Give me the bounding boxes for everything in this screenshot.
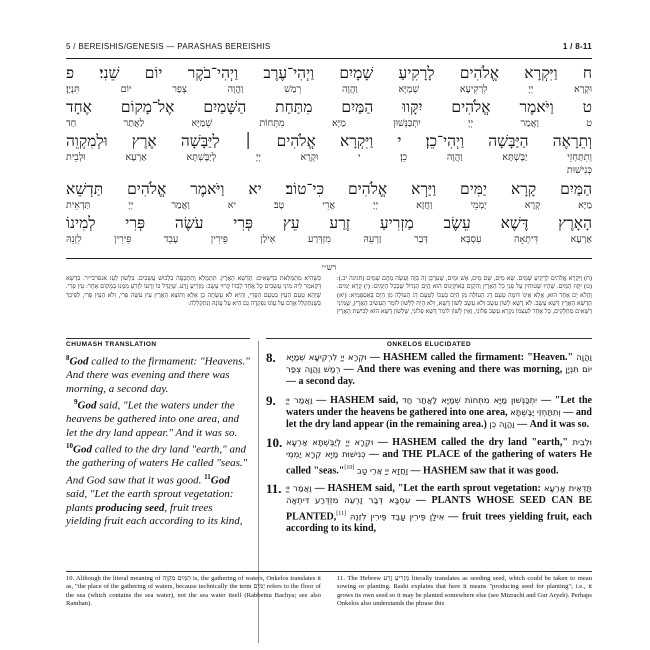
chumash-heading: CHUMASH TRANSLATION xyxy=(66,341,157,348)
verse-10-text: וְתֵרָאֶה הַיַּבָּשָׁה וַיְהִי־כֵן׃ י וַיִּקְרָא אֱלֹהִים ׀ לַיַּבָּשָׁה אֶרֶץ וּלְמִקְוֵה xyxy=(66,133,592,150)
onkelos-v10 xyxy=(266,437,592,477)
rashi-text: (ח) וַיִּקְרָא אֱלֹהִים לָרָקִיעַ שָׁמַיִם. שָׂא מַיִם, שָׁם מַיִם, אֵשׁ וּמַיִם, שֶׁעֵרְבָן זֶה בָּזֶה וְעָשָׂה מֵהֶם שָׁמַיִם (חגיגה יב.): (ט) יִקָּווּ הַמַּיִם. שֶׁהָיוּ שְׁטוּחִין עַל פְּנֵי כָל הָאָרֶץ וְהִקְוָם בְּאוֹקְיָנוֹס הוּא הַיָּם הַגָּדוֹל שֶׁבְּכָל הַיַּמִּים: (י) קָרָא יַמִּים. וַהֲלֹא יָם אֶחָד הוּא, אֶלָּא אֵינוֹ דּוֹמֶה טַעַם דָּג הָעוֹלֶה מִן הַיָּם בְּעַכּוֹ לְטַעַם דָּג הָעוֹלֶה מִן הַיָּם בְּאַסְפַּמְיָא: (יא) תַּדְשֵׁא הָאָרֶץ דֶּשֶׁא עֵשֶׂב. לֹא דֶשֶׁא לְשׁוֹן עֵשֶׂב וְלֹא עֵשֶׂב לְשׁוֹן דֶּשֶׁא, וְלֹא הָיָה לַלָּשׁוֹן לוֹמַר תַּעְשִׂיב הָאָרֶץ, שֶׁמִּינֵי דְשָׁאִים מְחֻלָּקִים, כָּל אֶחָד לְעַצְמוֹ נִקְרָא עֵשֶׂב פְּלוֹנִי, וְאֵין לָשׁוֹן לוֹמַר דֶּשֶׁא פְלוֹנִי, שֶׁלְּשׁוֹן דֶּשֶׁא הוּא לְבִישַׁת הָאָרֶץ כְּשֶׁהִיא מִתְמַלֵּאת בִּדְשָׁאִים: תַּדְשֵׁא הָאָרֶץ. תִּתְמַלֵּא וְתִתְכַּסֶּה בִּלְבוּשׁ עֲשָׂבִים. בִּלְשׁוֹן לַעַז אנפרבי״ר. בִּדְשָׁא דְּקָאמַר לֵיהּ מִינֵי עֲשָׂבִים כָּל אֶחָד לְבַדּוֹ קָרוּי עֵשֶׂב: מַזְרִיעַ זֶרַע. שֶׁיְּגַדֵּל בּוֹ זַרְעוֹ לִזְרֹעַ מִמֶּנּוּ בְּמָקוֹם אַחֵר: עֵץ פְּרִי. שֶׁיְּהֵא טַעַם הָעֵץ כְּטַעַם הַפְּרִי, וְהִיא לֹא עָשְׂתָה כֵן אֶלָּא וַתּוֹצֵא הָאָרֶץ עֵץ עֹשֶׂה פְּרִי, וְלֹא הָעֵץ פְּרִי, לְפִיכָךְ כְּשֶׁנִּתְקַלֵּל אָדָם עַל עֲוֹנוֹ נִפְקְדָה גַם הִיא עַל עֲוֹנָהּ וְנִתְקַלְּלָה: xyxy=(66,275,592,316)
v9-english-3: — and let the dry land appear (in the remaining area.) xyxy=(286,406,592,431)
v10-footnote-ref[interactable]: [10] xyxy=(344,464,355,471)
v9-lead: God xyxy=(77,399,97,412)
translation-v9-11 xyxy=(66,396,250,528)
verse-10b-targum: מַיָּא קְרָא יַמְמֵי וַחֲזָא יְיָ אֲרֵי טָב׃ יא וַאֲמַר יְיָ תַּדְאֵית xyxy=(66,201,592,211)
v9-aramaic-3: וְתִתַּחְזֵי יַבֶּשְׁתָּא xyxy=(510,407,561,418)
v9-english-4: — And it was so. xyxy=(514,419,590,431)
onkelos-v8-text xyxy=(286,352,592,389)
onkelos-v8 xyxy=(266,352,592,389)
verse-10b-block xyxy=(66,180,592,213)
v8-english-3: — a second day. xyxy=(286,376,355,388)
v9-english-1: — HASHEM said, xyxy=(312,394,403,406)
onkelos-v8-number: 8. xyxy=(266,350,276,365)
rashi-rule xyxy=(66,258,592,259)
verse-11-targum: אַרְעָא דִּיתְאָה עִסְבָּא דְּבַר זַרְעֵהּ מִזְדְּרַע אִילַן פֵּירִין עָבֵד פֵּירִין לִזְנֵהּ xyxy=(66,235,592,245)
v11-aramaic-2: תַּדְאֵית אַרְעָא דִּיתְאָה xyxy=(286,484,592,507)
v11-body: said, "Let the earth sprout vegetation: plants xyxy=(66,488,234,514)
v11-english-1: — HASHEM said, "Let the earth sprout vegetation: xyxy=(311,483,544,495)
v9-aramaic-1: וַאֲמַר יְיָ xyxy=(286,395,313,406)
footnotes xyxy=(66,575,592,647)
v9-aramaic-4: וַהֲוָה כֵן xyxy=(489,420,515,431)
v10-english-3: — HASHEM saw that it was good. xyxy=(408,464,559,476)
v11-emph: producing seed xyxy=(95,501,165,514)
v10-body: called to the dry land "earth," and the gathering of waters He called "seas." And God saw that it was good. xyxy=(66,443,248,487)
footnote-11: 11. The Hebrew מַזְרִיעַ זֶרַע literally translates as seeding seed, which could be taken to mean sowing or planting. Rashi explains that here it means "producing seed for planting"; i.e., it grows its own seed so it may be planted somewhere else (see Mizrachi and Gur Aryeh). Perhaps Onkelos also understands the phrase this xyxy=(337,575,592,608)
v11-lead: God xyxy=(210,474,230,487)
v10-lead: God xyxy=(73,443,92,456)
header-rule xyxy=(66,58,592,59)
onkelos-v10-text xyxy=(286,437,592,477)
v10-english-2: — and THE PLACE of the gathering of waters He called "seas." xyxy=(286,449,592,476)
onkelos-v9 xyxy=(266,392,592,432)
v8-lead: God xyxy=(69,355,89,368)
verse-9-targum: ט וַאֲמַר יְיָ יִתְכַּנְּשׁוּן מַיָּא מִתְּחוֹת שְׁמַיָּא לַאֲתַר חַד xyxy=(66,119,592,129)
verse-9-block xyxy=(66,98,592,131)
rashi-commentary xyxy=(66,275,592,333)
v10-aramaic-3: וַחֲזָא יְיָ אֲרֵי טָב xyxy=(356,465,409,476)
footnote-10: 10. Although the literal meaning of הַמַּיִם מִקְוֵה is, the gathering of waters, Onkelos translates it as, "the place of the gathering of waters, because technically the term יַמִּים refers to the floor of the sea (which contains the sea water), not the sea water itself (Rabbeinu Bachya; see also Ramban). xyxy=(66,575,321,608)
verse-9-text: ט וַיֹּאמֶר אֱלֹהִים יִקָּווּ הַמַּיִם מִתַּחַת הַשָּׁמַיִם אֶל־מָקוֹם אֶחָד xyxy=(66,99,592,116)
verse-8-block xyxy=(66,64,592,97)
translation-rule xyxy=(66,338,250,339)
v8-aramaic-1: וּקְרָא יְיָ לִרְקִיעָא שְׁמַיָּא xyxy=(286,353,367,363)
onkelos-heading: ONKELOS ELUCIDATED xyxy=(386,341,472,348)
v10-english-1: — HASHEM called the dry land "earth," xyxy=(373,437,573,449)
v11-aramaic-3: עִסְבָּא דְּבַר זַרְעֵהּ מִזְדְּרַע xyxy=(314,496,411,507)
onkelos-v11 xyxy=(266,483,592,535)
v11-tail: , fruit trees yielding fruit each according to its kind, xyxy=(66,501,243,528)
v11-aramaic-4: אִילַן פֵּירִין עָבֵד פֵּירִין לִזְנֵהּ xyxy=(349,511,445,522)
onkelos-v11-text xyxy=(286,483,592,535)
v8-aramaic-2: וַהֲוָה רְמַשׁ וַהֲוָה צְפַר xyxy=(286,353,592,376)
v9-english-2: — "Let the waters under the heavens be gathered into one area, xyxy=(286,394,592,418)
notes-rule xyxy=(66,571,592,572)
onkelos-rule xyxy=(266,338,592,339)
onkelos-elucidated xyxy=(266,352,592,541)
verse-10-block xyxy=(66,132,592,178)
running-header xyxy=(66,40,592,56)
v9-number: 9 xyxy=(74,398,78,407)
v11-aramaic-1: וַאֲמַר יְיָ xyxy=(286,484,312,495)
verse-11-text: הָאָרֶץ דֶּשֶׁא עֵשֶׂב מַזְרִיעַ זֶרַע עֵץ פְּרִי עֹשֶׂה פְּרִי לְמִינוֹ xyxy=(66,215,592,232)
v8-english-2: — And there was evening and there was morning, xyxy=(340,364,566,376)
onkelos-v9-text xyxy=(286,395,592,432)
onkelos-v10-number: 10. xyxy=(266,435,283,451)
v8-english-1: — HASHEM called the firmament: "Heaven." xyxy=(366,352,577,363)
v11-english-4: — fruit trees yielding fruit, each according to its kind, xyxy=(286,510,592,535)
v10-aramaic-1: וּקְרָא יְיָ לְיַבֶּשְׁתָּא אַרְעָא xyxy=(286,438,374,449)
v9-aramaic-2: יִתְכַּנְּשׁוּן מַיָּא מִתְּחוֹת שְׁמַיָּא לַאֲתַר חַד xyxy=(402,395,538,406)
v8-number: 8 xyxy=(66,354,70,362)
page xyxy=(66,0,592,650)
verse-10b-text: הַמַּיִם קָרָא יַמִּים וַיַּרְא אֱלֹהִים כִּי־טוֹב׃ יא וַיֹּאמֶר אֱלֹהִים תַּדְשֵׁא xyxy=(66,181,592,198)
verse-8-text: ח וַיִּקְרָא אֱלֹהִים לָרָקִיעַ שָׁמָיִם וַיְהִי־עֶרֶב וַיְהִי־בֹקֶר יוֹם שֵׁנִי׃ פ xyxy=(66,65,592,82)
onkelos-v11-number: 11. xyxy=(266,481,282,497)
v11-footnote-ref[interactable]: [11] xyxy=(336,510,347,517)
verse-11-block xyxy=(66,214,592,247)
v8-aramaic-3: יוֹם תִּנְיָן xyxy=(565,365,593,376)
v11-english-3: — PLANTS WHOSE SEED CAN BE PLANTED, xyxy=(286,495,592,522)
verse-8-targum: וּקְרָא יְיָ לִרְקִיעָא שְׁמַיָּא וַהֲוָה רְמַשׁ וַהֲוָה צְפַר יוֹם תִּנְיָן׃ xyxy=(66,85,592,95)
v9-body: said, "Let the waters under the heavens be gathered into one area, and let the dry land appear." And it was so. xyxy=(66,399,240,439)
rashi-title: רש״י xyxy=(321,263,337,272)
verse-10-targum: וְתִתַּחְזֵי יַבֶּשְׁתָּא וַהֲוָה כֵן׃ י וּקְרָא יְיָ לְיַבֶּשְׁתָּא אַרְעָא וּלְבֵית xyxy=(66,153,592,163)
v8-body: called to the firmament: "Heavens." And there was evening and there was morning, a second day. xyxy=(66,355,250,395)
translation-v8 xyxy=(66,352,250,396)
v10-aramaic-2: וּלְבֵית כְּנִישׁוּת מַיָּא קְרָא יַמְמֵי xyxy=(286,438,592,461)
chumash-translation xyxy=(66,352,250,529)
v10-number: 10 xyxy=(66,442,73,451)
header-right: 1 / 8-11 xyxy=(562,42,592,51)
v11-number: 11 xyxy=(204,472,211,481)
onkelos-v9-number: 9. xyxy=(266,392,276,408)
header-left: 5 / BEREISHIS/GENESIS — PARASHAS BEREISHIS xyxy=(66,42,271,51)
verse-10-targum-cont: כְּנִישׁוּת xyxy=(566,166,592,176)
